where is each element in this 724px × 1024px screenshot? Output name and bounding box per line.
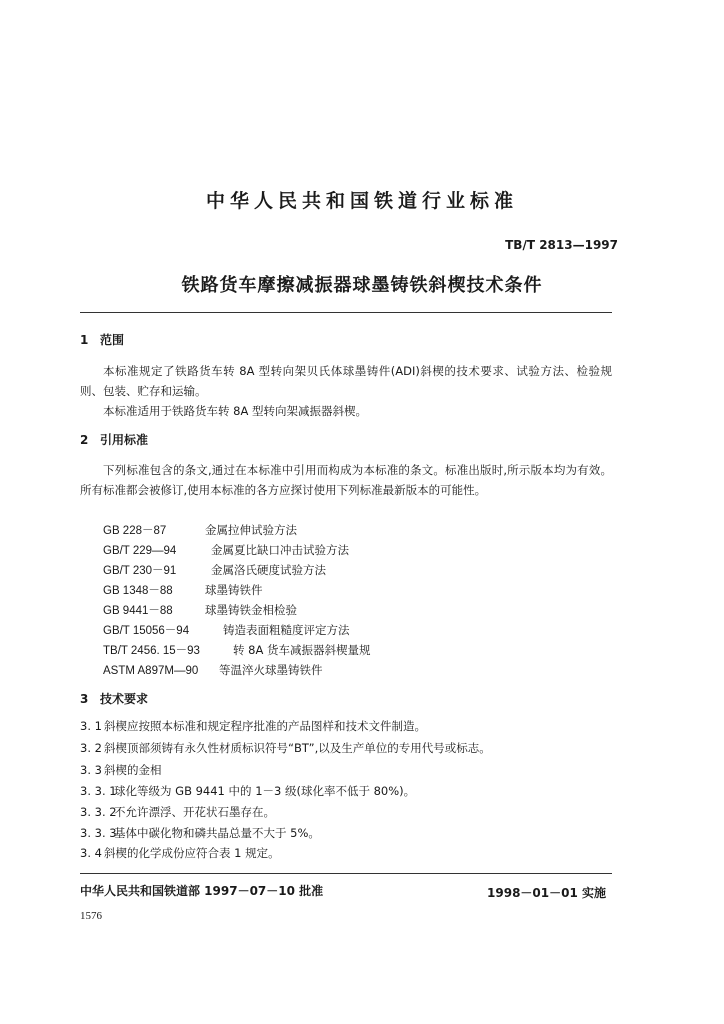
clause-3-3 bbox=[80, 762, 162, 778]
clause-number: 3. 3 bbox=[80, 763, 102, 777]
clause-3-3-2 bbox=[80, 804, 275, 820]
reference-title: 球墨铸铁金相检验 bbox=[205, 603, 297, 617]
section-number: 3 bbox=[80, 692, 89, 706]
reference-title: 转 8A 货车减振器斜楔量规 bbox=[233, 643, 371, 657]
clause-text: 球化等级为 GB 9441 中的 1－3 级(球化率不低于 80%)。 bbox=[114, 784, 416, 798]
page-number: 1576 bbox=[80, 910, 102, 922]
clause-text: 斜楔应按照本标准和规定程序批准的产品图样和技术文件制造。 bbox=[104, 719, 426, 733]
section-1-heading bbox=[80, 331, 124, 348]
clause-number: 3. 4 bbox=[80, 846, 102, 860]
reference-code: GB/T 229—94 bbox=[103, 545, 177, 557]
section-title: 引用标准 bbox=[100, 433, 149, 447]
clause-text: 斜楔的金相 bbox=[104, 763, 162, 777]
reference-item bbox=[103, 660, 371, 680]
reference-item bbox=[103, 620, 371, 640]
doc-number: TB/T 2813—1997 bbox=[505, 238, 618, 252]
clause-number: 3. 3. 1 bbox=[80, 784, 117, 798]
reference-code: GB 228－87 bbox=[103, 525, 167, 537]
section-number: 2 bbox=[80, 433, 89, 447]
section-1-paragraph-2: 本标准适用于铁路货车转 8A 型转向架减振器斜楔。 bbox=[103, 404, 367, 418]
reference-title: 球墨铸铁件 bbox=[205, 583, 263, 597]
reference-code: GB/T 15056－94 bbox=[103, 625, 190, 637]
effective-date: 1998－01－01 实施 bbox=[487, 886, 606, 900]
reference-code: TB/T 2456. 15－93 bbox=[103, 645, 200, 657]
clause-number: 3. 1 bbox=[80, 719, 102, 733]
footer-divider bbox=[80, 873, 612, 874]
approval-line: 中华人民共和国铁道部 1997－07－10 批准 bbox=[80, 884, 324, 898]
reference-item bbox=[103, 600, 371, 620]
clause-number: 3. 2 bbox=[80, 741, 102, 755]
doc-title: 铁路货车摩擦减振器球墨铸铁斜楔技术条件 bbox=[181, 275, 543, 296]
section-title: 范围 bbox=[100, 333, 125, 347]
reference-item bbox=[103, 560, 371, 580]
clause-text: 基体中碳化物和磷共晶总量不大于 5%。 bbox=[114, 826, 320, 840]
reference-code: GB/T 230－91 bbox=[103, 565, 177, 577]
reference-code: ASTM A897M—90 bbox=[103, 665, 199, 677]
section-2-paragraph: 下列标准包含的条文,通过在本标准中引用而构成为本标准的条文。标准出版时,所示版本均为有效。所有标准都会被修订,使用本标准的各方应探讨使用下列标准最新版本的可能性。 bbox=[80, 463, 612, 497]
reference-title: 金属洛氏硬度试验方法 bbox=[211, 563, 326, 577]
clause-3-4 bbox=[80, 845, 280, 861]
section-title: 技术要求 bbox=[100, 692, 149, 706]
reference-item bbox=[103, 640, 371, 660]
reference-item bbox=[103, 520, 371, 540]
reference-code: GB 1348－88 bbox=[103, 585, 173, 597]
reference-item bbox=[103, 580, 371, 600]
reference-code: GB 9441－88 bbox=[103, 605, 173, 617]
clause-3-2 bbox=[80, 740, 491, 756]
section-number: 1 bbox=[80, 333, 89, 347]
section-1-paragraph-1: 本标准规定了铁路货车转 8A 型转向架贝氏体球墨铸件(ADI)斜楔的技术要求、试验方法、检验规则、包装、贮存和运输。 bbox=[80, 364, 612, 398]
reference-title: 等温淬火球墨铸铁件 bbox=[219, 663, 323, 677]
clause-number: 3. 3. 2 bbox=[80, 805, 117, 819]
clause-text: 斜楔顶部须铸有永久性材质标识符号“BT”,以及生产单位的专用代号或标志。 bbox=[104, 741, 491, 755]
title-divider bbox=[80, 312, 612, 313]
reference-item bbox=[103, 540, 371, 560]
clause-text: 斜楔的化学成份应符合表 1 规定。 bbox=[104, 846, 280, 860]
clause-number: 3. 3. 3 bbox=[80, 826, 117, 840]
reference-title: 金属夏比缺口冲击试验方法 bbox=[211, 543, 349, 557]
clause-3-3-3 bbox=[80, 825, 320, 841]
reference-list bbox=[103, 520, 371, 680]
section-3-heading bbox=[80, 690, 148, 707]
standard-title: 中华人民共和国铁道行业标准 bbox=[205, 190, 518, 212]
clause-3-1 bbox=[80, 718, 426, 734]
reference-title: 金属拉伸试验方法 bbox=[205, 523, 297, 537]
clause-text: 不允许漂浮、开花状石墨存在。 bbox=[114, 805, 275, 819]
reference-title: 铸造表面粗糙度评定方法 bbox=[223, 623, 350, 637]
section-2-heading bbox=[80, 431, 148, 448]
clause-3-3-1 bbox=[80, 783, 415, 799]
